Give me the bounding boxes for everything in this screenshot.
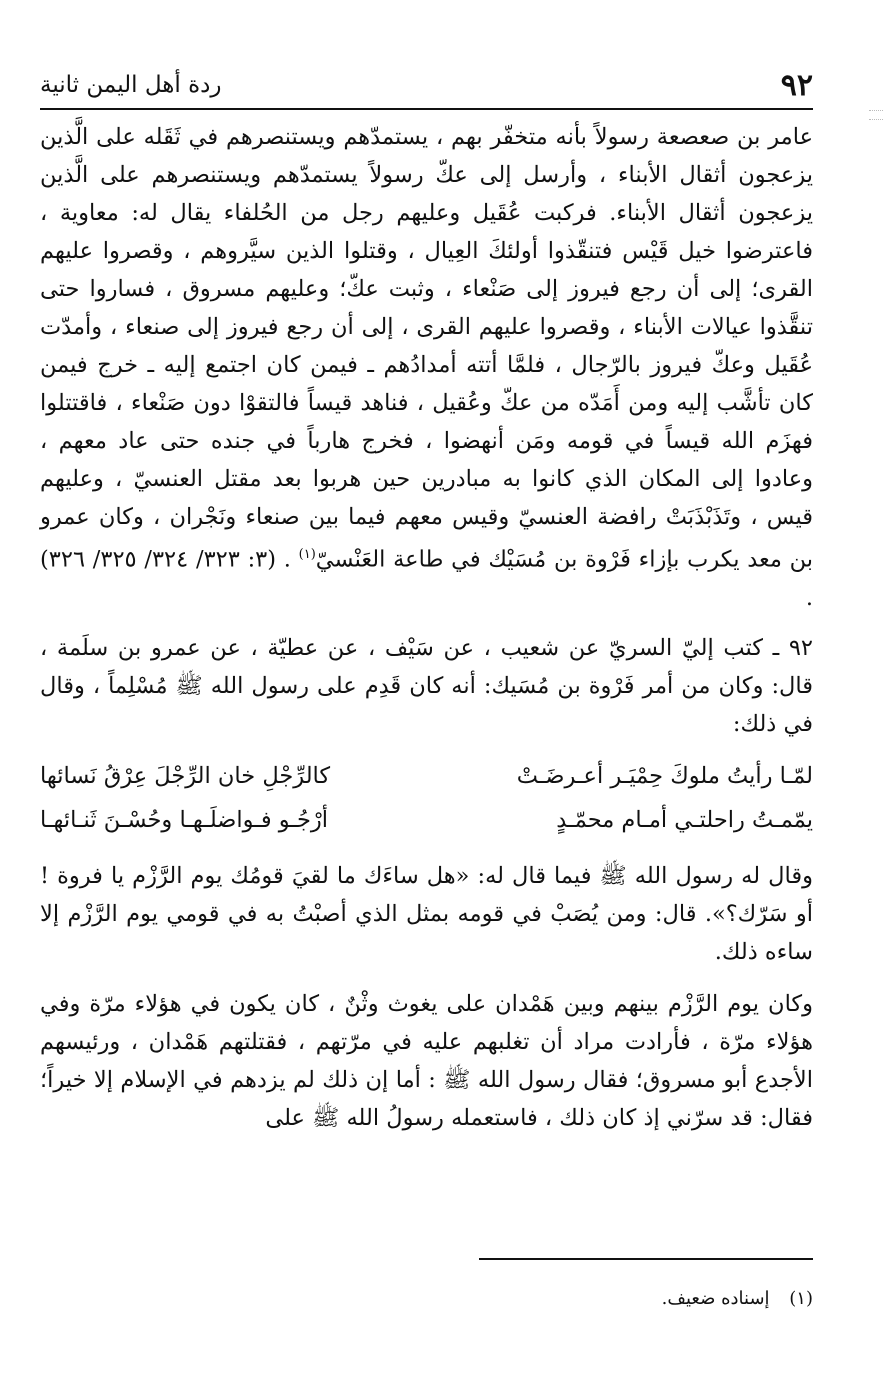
corner-mark [869,110,883,120]
footnote-reference: (١) [298,547,316,562]
footnote-divider [479,1258,813,1260]
verse-1-second-hemistich: كالرِّجْلِ خان الرِّجْلَ عِرْقُ نَسائها [40,762,331,789]
paragraph-3: وقال له رسول الله ﷺ فيما قال له: «هل ساءَك ما لقيَ قومُك يوم الرَّزْم يا فروة ! أو سَرّك؟». قال: ومن يُصَبْ في قومه بمثل الذي أصبْتُ به في قومي يوم الرَّزْم إلا ساءه ذلك. [40,862,813,965]
source-citation: . (٣: ٣٢٣/ ٣٢٤/ ٣٢٥/ ٣٢٦) . [40,546,813,611]
verse-1-first-hemistich: لمّـا رأيتُ ملوكَ حِمْيَـر أعـرضَـتْ [516,762,813,789]
verse-2-first-hemistich: يمّمـتُ راحلتـي أمـام محمّـدٍ [556,806,813,833]
paragraph-1-text: عامر بن صعصعة رسولاً بأنه متخفّر بهم ، يستمدّهم ويستنصرهم في ثَقَله على الَّذين يزعجون أثقال الأبناء ، وأرسل إلى عكّ رسولاً يستمدّهم ويستنصرهم على الَّذين يزعجون أثقال الأبناء. فركبت عُقَيل وعليهم رجل من الحُلفاء يقال له: معاوية ، فاعترضوا خيل قَيْس فتنقّذوا أولئكَ العِيال ، وقتلوا الذين سيَّروهم ، وقصروا عليهم القرى؛ إلى أن رجع فيروز إلى صَنْعاء ، وثبت عكّ؛ وعليهم مسروق ، فساروا حتى تنقَّذوا عيالات الأبناء ، وقصروا عليهم القرى ، إلى أن رجع فيروز إلى صنعاء ، وأمدّت عُقَيل وعكّ فيروز بالرّجال ، فلمَّا أتته أمدادُهم ـ فيمن كان اجتمع إليه ـ خرج فيمن كان تأشَّب إليه ومن أَمَدّه من عكّ وعُقيل ، فناهد قيساً فالتقوْا دون صَنْعاء ، فاقتتلوا فهزَم الله قيساً في قومه ومَن أنهضوا ، فخرج هارباً في جنده حتى عاد معهم ، وعادوا إلى المكان الذي كانوا به مبادرين حين هربوا بعد مقتل العنسيّ ، وعليهم قيس ، وتَذَبْذَبَتْ رافضة العنسيّ وقيس معهم فيما بين صنعاء ونَجْران ، وكان عمرو بن معد يكرب بإزاء فَرْوة بن مُسَيْك في طاعة العَنْسيّ [40,124,814,573]
page-body [40,118,813,1151]
verse-2-second-hemistich: أرْجُـو فـواضلَـهـا وحُسْـنَ ثَنـائهـا [40,806,329,833]
paragraph-1 [40,118,813,617]
paragraph-2: ٩٢ ـ كتب إليّ السريّ عن شعيب ، عن سَيْف ، عن عطيّة ، عن عمرو بن سلَمة ، قال: وكان من أمر فَرْوة بن مُسَيك: أنه كان قَدِم على رسول الله ﷺ مُسْلِماً ، وقال في ذلك: [40,634,813,737]
poem [40,757,813,839]
footnote [40,1288,813,1309]
paragraph-4: وكان يوم الرَّزْم بينهم وبين هَمْدان على يغوث وثْنٌ ، كان يكون في هؤلاء مرّة وفي هؤلاء مرّة ، فأرادت مراد أن تغلبهم عليه في مرّتهم ، فقتلتهم هَمْدان ، ورئيسهم الأجدع أبو مسروق؛ فقال رسول الله ﷺ : أما إن ذلك لم يزدهم في الإسلام إلا خيراً؛ فقال: قد سرّني إذ كان ذلك ، فاستعمله رسولُ الله ﷺ على [40,990,813,1131]
footnote-text: إسناده ضعيف. [661,1288,770,1309]
footnote-number: (١) [789,1288,813,1309]
poem-verse [40,757,813,795]
poem-verse [40,801,813,839]
page-header [40,62,813,110]
running-title: ردة أهل اليمن ثانية [40,72,222,98]
page-number: ٩٢ [780,67,813,103]
